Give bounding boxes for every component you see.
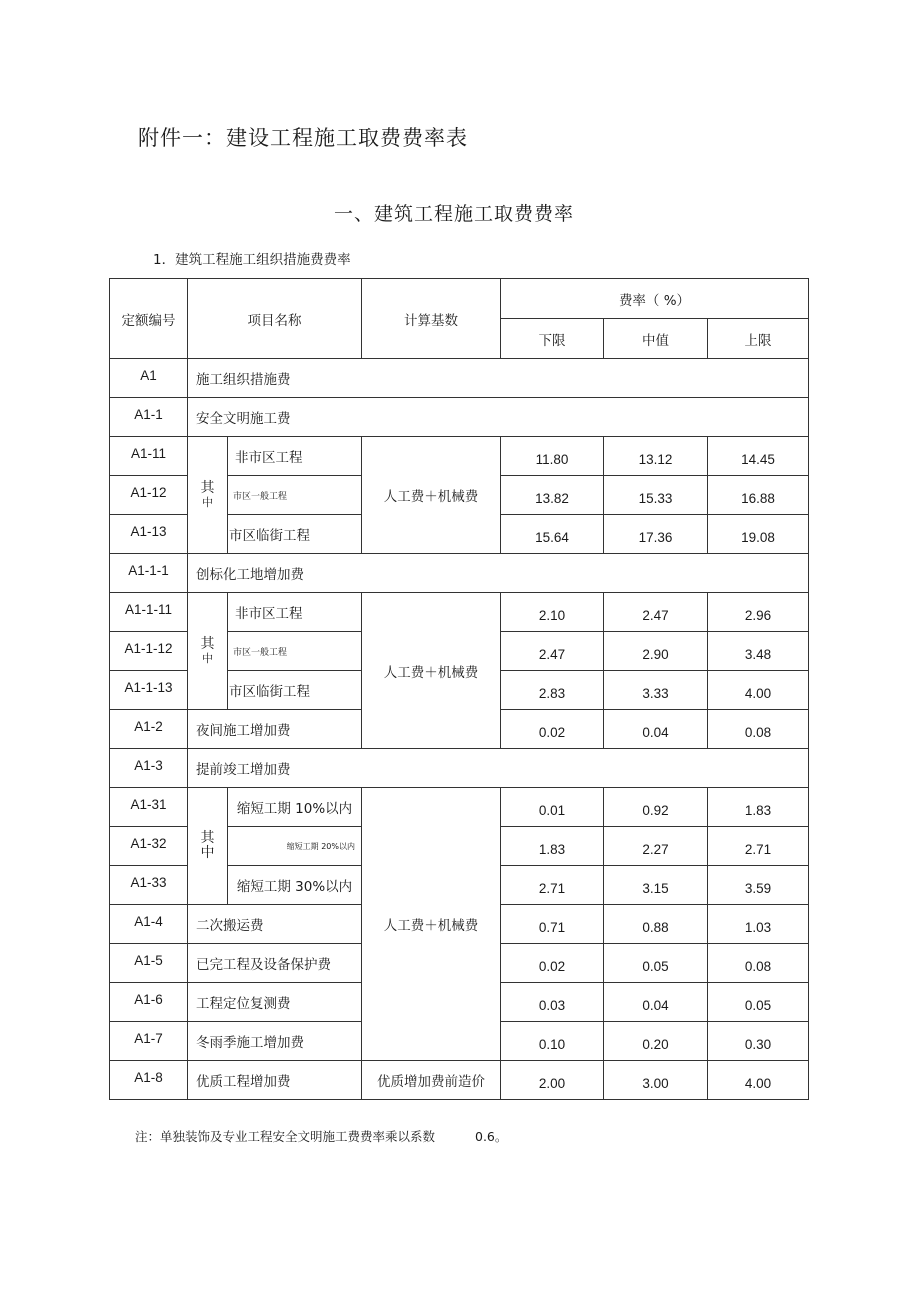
row-name: 冬雨季施工增加费 <box>188 1022 362 1061</box>
row-code: A1-1-1 <box>110 554 188 593</box>
rate-mid: 2.47 <box>604 593 708 632</box>
rate-low: 13.82 <box>501 476 604 515</box>
rate-low: 0.71 <box>501 905 604 944</box>
row-name: 市区临街工程 <box>228 515 362 554</box>
rate-high: 2.71 <box>708 827 809 866</box>
row-code: A1-13 <box>110 515 188 554</box>
table-row <box>110 398 809 437</box>
row-code: A1-7 <box>110 1022 188 1061</box>
row-code: A1-5 <box>110 944 188 983</box>
rate-low: 15.64 <box>501 515 604 554</box>
row-code: A1-1-13 <box>110 671 188 710</box>
header-high: 上限 <box>708 319 809 359</box>
row-code: A1-11 <box>110 437 188 476</box>
rate-mid: 0.88 <box>604 905 708 944</box>
header-row <box>110 279 809 319</box>
row-code: A1-3 <box>110 749 188 788</box>
row-code: A1-1 <box>110 398 188 437</box>
rate-mid: 3.15 <box>604 866 708 905</box>
row-name: 二次搬运费 <box>188 905 362 944</box>
rate-high: 4.00 <box>708 671 809 710</box>
rate-mid: 0.92 <box>604 788 708 827</box>
rate-mid: 0.04 <box>604 983 708 1022</box>
row-name: 缩短工期 20%以内 <box>228 827 362 866</box>
rate-high: 0.08 <box>708 944 809 983</box>
row-name: 缩短工期 10%以内 <box>228 788 362 827</box>
table-row <box>110 788 809 827</box>
rate-mid: 17.36 <box>604 515 708 554</box>
row-name: 已完工程及设备保护费 <box>188 944 362 983</box>
rate-high: 0.30 <box>708 1022 809 1061</box>
rate-mid: 3.33 <box>604 671 708 710</box>
rate-high: 0.08 <box>708 710 809 749</box>
rate-mid: 15.33 <box>604 476 708 515</box>
rate-mid: 0.20 <box>604 1022 708 1061</box>
header-base: 计算基数 <box>362 279 501 359</box>
row-code: A1-4 <box>110 905 188 944</box>
page-title: 附件一：建设工程施工取费费率表 <box>138 126 468 150</box>
table-row <box>110 593 809 632</box>
rate-low: 0.03 <box>501 983 604 1022</box>
calc-base: 人工费＋机械费 <box>362 593 501 749</box>
header-low: 下限 <box>501 319 604 359</box>
row-name: 施工组织措施费 <box>188 359 809 398</box>
table-row <box>110 749 809 788</box>
fee-rate-table <box>109 278 809 1100</box>
rate-low: 2.47 <box>501 632 604 671</box>
rate-high: 0.05 <box>708 983 809 1022</box>
footnote-value: 0.6。 <box>475 1129 508 1144</box>
rate-high: 3.59 <box>708 866 809 905</box>
row-name: 市区一般工程 <box>228 632 362 671</box>
row-code: A1-6 <box>110 983 188 1022</box>
rate-high: 4.00 <box>708 1061 809 1100</box>
rate-high: 19.08 <box>708 515 809 554</box>
rate-mid: 0.04 <box>604 710 708 749</box>
rate-low: 0.02 <box>501 710 604 749</box>
row-name: 缩短工期 30%以内 <box>228 866 362 905</box>
rate-low: 1.83 <box>501 827 604 866</box>
row-code: A1-31 <box>110 788 188 827</box>
table-row <box>110 1061 809 1100</box>
row-code: A1-12 <box>110 476 188 515</box>
rate-high: 16.88 <box>708 476 809 515</box>
rate-mid: 13.12 <box>604 437 708 476</box>
row-name: 提前竣工增加费 <box>188 749 809 788</box>
footnote-text: 注：单独装饰及专业工程安全文明施工费费率乘以系数 <box>135 1129 436 1144</box>
calc-base: 人工费＋机械费 <box>362 788 501 1061</box>
row-code: A1 <box>110 359 188 398</box>
table-subtitle: 1．建筑工程施工组织措施费费率 <box>153 252 351 268</box>
rate-high: 14.45 <box>708 437 809 476</box>
row-name: 安全文明施工费 <box>188 398 809 437</box>
rate-mid: 2.90 <box>604 632 708 671</box>
table-row <box>110 554 809 593</box>
header-code: 定额编号 <box>110 279 188 359</box>
rate-low: 0.02 <box>501 944 604 983</box>
table-row <box>110 437 809 476</box>
calc-base: 人工费＋机械费 <box>362 437 501 554</box>
footnote <box>135 1127 508 1145</box>
rate-low: 2.83 <box>501 671 604 710</box>
rate-low: 2.71 <box>501 866 604 905</box>
rate-mid: 3.00 <box>604 1061 708 1100</box>
row-name: 非市区工程 <box>228 437 362 476</box>
rate-low: 2.00 <box>501 1061 604 1100</box>
header-name: 项目名称 <box>188 279 362 359</box>
row-name: 优质工程增加费 <box>188 1061 362 1100</box>
calc-base: 优质增加费前造价 <box>362 1061 501 1100</box>
header-mid: 中值 <box>604 319 708 359</box>
row-name: 非市区工程 <box>228 593 362 632</box>
row-name: 市区临街工程 <box>228 671 362 710</box>
row-code: A1-8 <box>110 1061 188 1100</box>
table-row <box>110 359 809 398</box>
row-code: A1-32 <box>110 827 188 866</box>
rate-high: 1.03 <box>708 905 809 944</box>
rate-low: 11.80 <box>501 437 604 476</box>
row-code: A1-1-12 <box>110 632 188 671</box>
header-rate: 费率（ %） <box>501 279 809 319</box>
rate-high: 1.83 <box>708 788 809 827</box>
rate-high: 3.48 <box>708 632 809 671</box>
qizhong-label: 其 中 <box>188 437 228 554</box>
row-code: A1-1-11 <box>110 593 188 632</box>
rate-low: 0.01 <box>501 788 604 827</box>
section-title: 一、建筑工程施工取费费率 <box>334 203 575 225</box>
row-name: 夜间施工增加费 <box>188 710 362 749</box>
qizhong-label: 其 中 <box>188 788 228 905</box>
row-name: 工程定位复测费 <box>188 983 362 1022</box>
rate-mid: 0.05 <box>604 944 708 983</box>
rate-mid: 2.27 <box>604 827 708 866</box>
rate-low: 0.10 <box>501 1022 604 1061</box>
row-name: 创标化工地增加费 <box>188 554 809 593</box>
row-code: A1-2 <box>110 710 188 749</box>
rate-high: 2.96 <box>708 593 809 632</box>
row-name: 市区一般工程 <box>228 476 362 515</box>
qizhong-label: 其 中 <box>188 593 228 710</box>
rate-low: 2.10 <box>501 593 604 632</box>
row-code: A1-33 <box>110 866 188 905</box>
